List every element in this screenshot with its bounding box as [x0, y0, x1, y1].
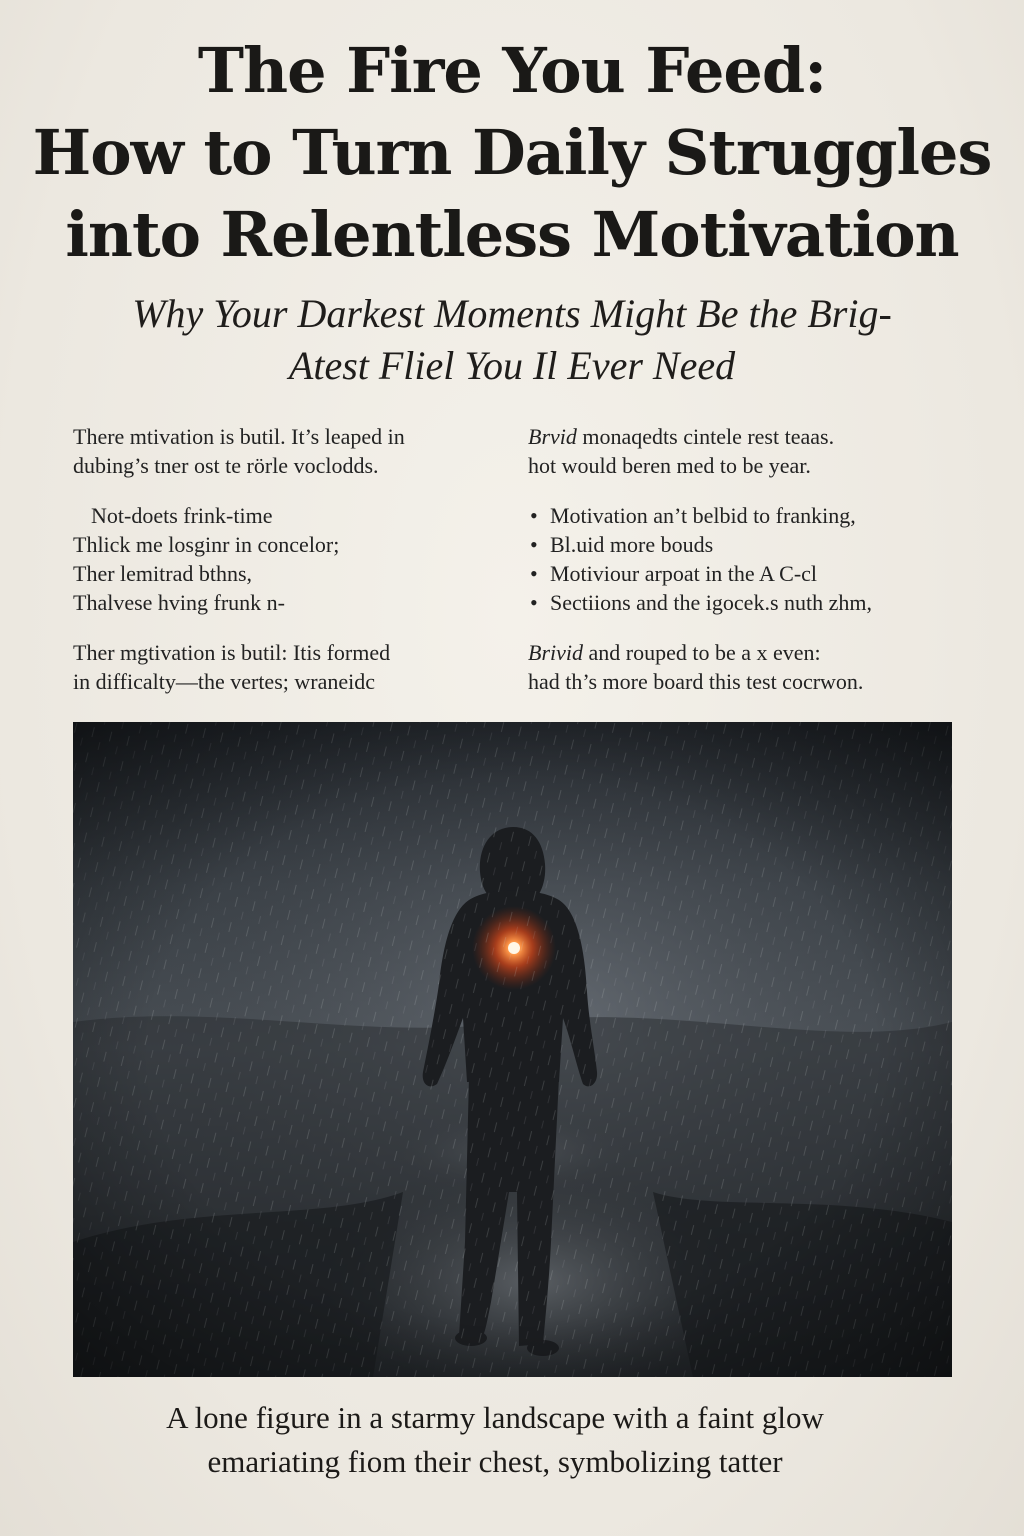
list-item: [528, 588, 968, 617]
text-line: Thlick me losginr in concelor;: [73, 532, 340, 557]
emphasis-text: Brvid: [528, 424, 577, 449]
list-item: [528, 501, 968, 530]
list-item-text: Sectiions and the igocek.s nuth zhm,: [550, 590, 872, 615]
title-line-3: into Relentless Motivation: [65, 198, 959, 271]
list-item-text: Motivation an’t belbid to franking,: [550, 503, 856, 528]
list-item-text: Motiviour arpoat in the A C-cl: [550, 561, 818, 586]
text-line: in difficalty—the vertes; wraneidc: [73, 669, 375, 694]
left-paragraph-3: [73, 638, 513, 696]
list-item: [528, 530, 968, 559]
text-span: and rouped to be a x even:: [583, 640, 821, 665]
article-title: [0, 30, 1024, 276]
text-line: [528, 638, 968, 667]
left-text-column: [73, 422, 513, 717]
right-text-column: [528, 422, 968, 717]
list-item: [528, 559, 968, 588]
hero-photo: [73, 722, 952, 1377]
bullet-icon: •: [530, 590, 538, 615]
text-line: Ther mgtivation is butil: Itis formed: [73, 640, 391, 665]
left-paragraph-2: [73, 501, 513, 617]
text-line: dubing’s tner ost te rörle voclodds.: [73, 453, 379, 478]
text-line: There mtivation is butil. It’s leaped in: [73, 424, 405, 449]
photo-caption: [0, 1396, 990, 1484]
text-line: had th’s more board this test cocrwon.: [528, 669, 864, 694]
bullet-icon: •: [530, 503, 538, 528]
article-subtitle: [0, 288, 1024, 392]
bullet-icon: •: [530, 561, 538, 586]
caption-line-2: emariating fiom their chest, symbolizing tatter: [207, 1444, 783, 1479]
text-line: Not-doets frink-time: [91, 503, 273, 528]
right-paragraph-1: [528, 422, 968, 480]
subtitle-line-2: Atest Fliel You Il Ever Need: [288, 343, 736, 388]
text-line: Ther lemitrad bthns,: [73, 561, 253, 586]
right-paragraph-3: [528, 638, 968, 696]
caption-line-1: A lone figure in a starmy landscape with a faint glow: [166, 1400, 824, 1435]
left-paragraph-1: [73, 422, 513, 480]
subtitle-line-1: Why Your Darkest Moments Might Be the Brig-: [132, 291, 892, 336]
text-line: Thalvese hving frunk n-: [73, 590, 285, 615]
emphasis-text: Brivid: [528, 640, 583, 665]
stormy-landscape-illustration: [73, 722, 952, 1377]
title-line-2: How to Turn Daily Struggles: [32, 116, 992, 189]
text-line: hot would beren med to be year.: [528, 453, 811, 478]
bullet-icon: •: [530, 532, 538, 557]
text-line: [528, 422, 968, 451]
bullet-list: [528, 501, 968, 617]
list-item-text: Bl.uid more bouds: [550, 532, 714, 557]
text-span: monaqedts cintele rest teaas.: [576, 424, 835, 449]
title-line-1: The Fire You Feed:: [197, 34, 827, 107]
